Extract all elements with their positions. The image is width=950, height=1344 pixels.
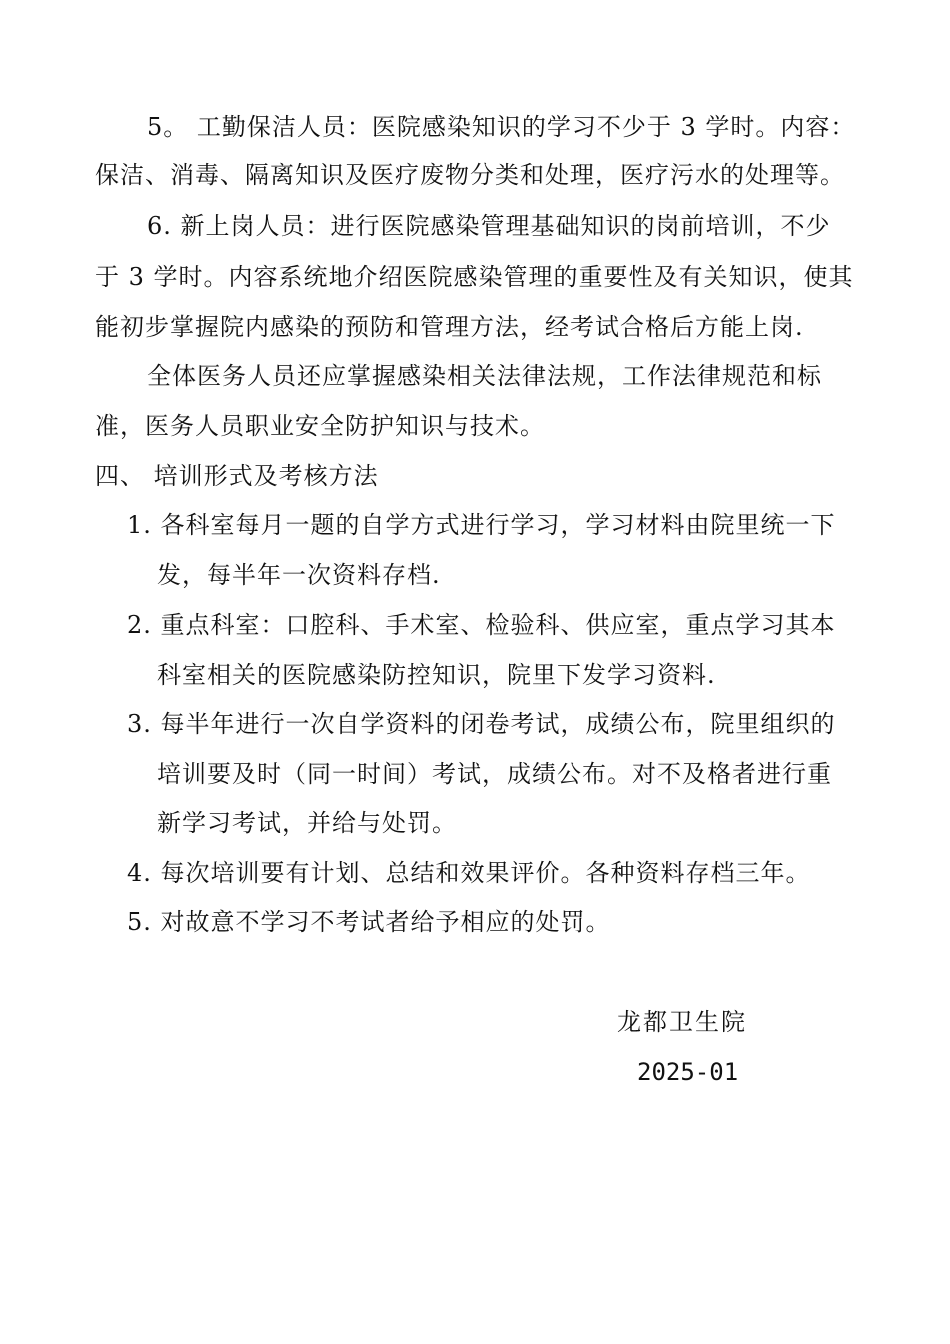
section-4-item-1-line-1: 1. 各科室每月一题的自学方式进行学习，学习材料由院里统一下 [127, 511, 836, 539]
paragraph-5-line-2: 保洁、消毒、隔离知识及医疗废物分类和处理，医疗污水的处理等。 [95, 161, 845, 189]
section-4-item-5: 5. 对故意不学习不考试者给予相应的处罚。 [127, 908, 611, 936]
section-4-item-3-line-3: 新学习考试，并给与处罚。 [157, 809, 457, 837]
section-4-item-3-line-2: 培训要及时（同一时间）考试，成绩公布。对不及格者进行重 [157, 760, 832, 788]
paragraph-6-line-2: 于 3 学时。内容系统地介绍医院感染管理的重要性及有关知识，使其 [95, 263, 854, 291]
section-4-item-2-line-2: 科室相关的医院感染防控知识，院里下发学习资料. [157, 661, 716, 689]
all-staff-paragraph-line-1: 全体医务人员还应掌握感染相关法律法规，工作法律规范和标 [147, 362, 822, 390]
signature-date: 2025-01 [637, 1058, 739, 1086]
paragraph-6-line-1: 6. 新上岗人员：进行医院感染管理基础知识的岗前培训，不少 [147, 212, 831, 240]
section-4-item-4: 4. 每次培训要有计划、总结和效果评价。各种资料存档三年。 [127, 859, 811, 887]
section-4-heading: 四、 培训形式及考核方法 [95, 462, 379, 490]
section-4-item-1-line-2: 发，每半年一次资料存档. [157, 561, 441, 589]
signature-organization: 龙都卫生院 [617, 1008, 747, 1036]
all-staff-paragraph-line-2: 准，医务人员职业安全防护知识与技术。 [95, 412, 545, 440]
paragraph-6-line-3: 能初步掌握院内感染的预防和管理方法，经考试合格后方能上岗. [95, 313, 804, 341]
section-4-item-2-line-1: 2. 重点科室：口腔科、手术室、检验科、供应室，重点学习其本 [127, 611, 836, 639]
section-4-item-3-line-1: 3. 每半年进行一次自学资料的闭卷考试，成绩公布，院里组织的 [127, 710, 836, 738]
paragraph-5-line-1: 5。 工勤保洁人员：医院感染知识的学习不少于 3 学时。内容： [147, 113, 856, 141]
